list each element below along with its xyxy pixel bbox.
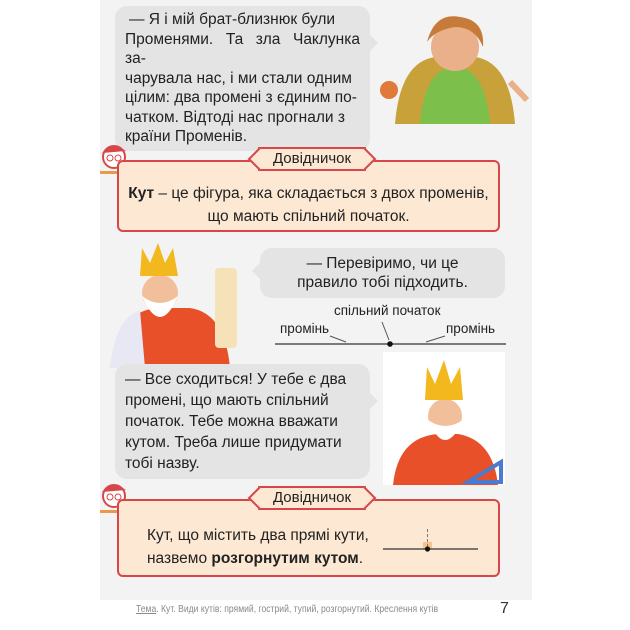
reference-title: Довідничок xyxy=(272,489,352,506)
bubble-line: початок. Тебе можна вважати xyxy=(125,413,338,430)
label-ray-right: промінь xyxy=(446,321,496,336)
reference-title-tab xyxy=(258,147,366,171)
reference-title: Довідничок xyxy=(272,150,352,167)
text: . xyxy=(358,550,364,567)
reference-title-tab xyxy=(258,486,366,510)
label-ray-left: промінь xyxy=(280,321,330,336)
king-with-set-square-illustration xyxy=(383,352,505,485)
topic-label: Тема xyxy=(136,604,157,615)
bubble-line: кутом. Треба лише придумати xyxy=(125,434,342,451)
straight-angle-diagram xyxy=(381,527,483,561)
bubble-line: цілим: два промені з єдиним по- xyxy=(125,89,357,106)
pointer-ray-right xyxy=(426,336,445,342)
topic-text: . Кут. Види кутів: прямий, гострий, тупий, розгорнутий. Креслення кутів xyxy=(156,604,439,615)
bubble-line: — Перевіримо, чи це xyxy=(306,255,459,272)
speech-bubble-ray xyxy=(115,6,370,151)
bubble-line: — Я і мій брат-близнюк були xyxy=(129,11,336,28)
definition-line-2: що мають спільний початок. xyxy=(207,208,410,225)
bubble-line: тобі назву. xyxy=(125,455,200,472)
king-with-scroll-illustration xyxy=(100,238,250,370)
straight-angle-line-1: Кут, що містить два прямі кути, xyxy=(147,527,369,544)
bubble-line: Променями. Та зла Чаклунка за- xyxy=(125,30,360,67)
bubble-line: чатком. Відтоді нас прогнали з xyxy=(125,108,345,126)
pointer-ray-left xyxy=(330,336,346,342)
label-common-start: спільний початок xyxy=(334,303,441,318)
speech-bubble-king-check xyxy=(260,248,505,298)
straight-angle-term: розгорнутим кутом xyxy=(211,550,359,567)
bubble-line: країни Променів. xyxy=(125,128,248,145)
speech-bubble-king-conclusion xyxy=(115,364,370,479)
page-footer xyxy=(136,604,438,615)
bubble-line: чарувала нас, і ми стали одним xyxy=(125,69,352,87)
pointer-start xyxy=(382,322,389,340)
definition-text: – це фігура, яка складається з двох променів, xyxy=(154,185,489,202)
bubble-line: правило тобі підходить. xyxy=(297,274,468,291)
rays-diagram xyxy=(270,318,510,352)
text: назвемо xyxy=(147,550,212,567)
ray-character-illustration xyxy=(375,12,530,124)
bubble-line: промені, що мають спільний xyxy=(125,392,329,409)
common-start-point xyxy=(387,341,393,347)
definition-line-1 xyxy=(119,182,498,205)
definition-term: Кут xyxy=(128,185,155,202)
page-number: 7 xyxy=(500,600,509,617)
bubble-line: — Все сходиться! У тебе є два xyxy=(125,371,347,388)
reference-box-straight-angle xyxy=(117,499,500,577)
